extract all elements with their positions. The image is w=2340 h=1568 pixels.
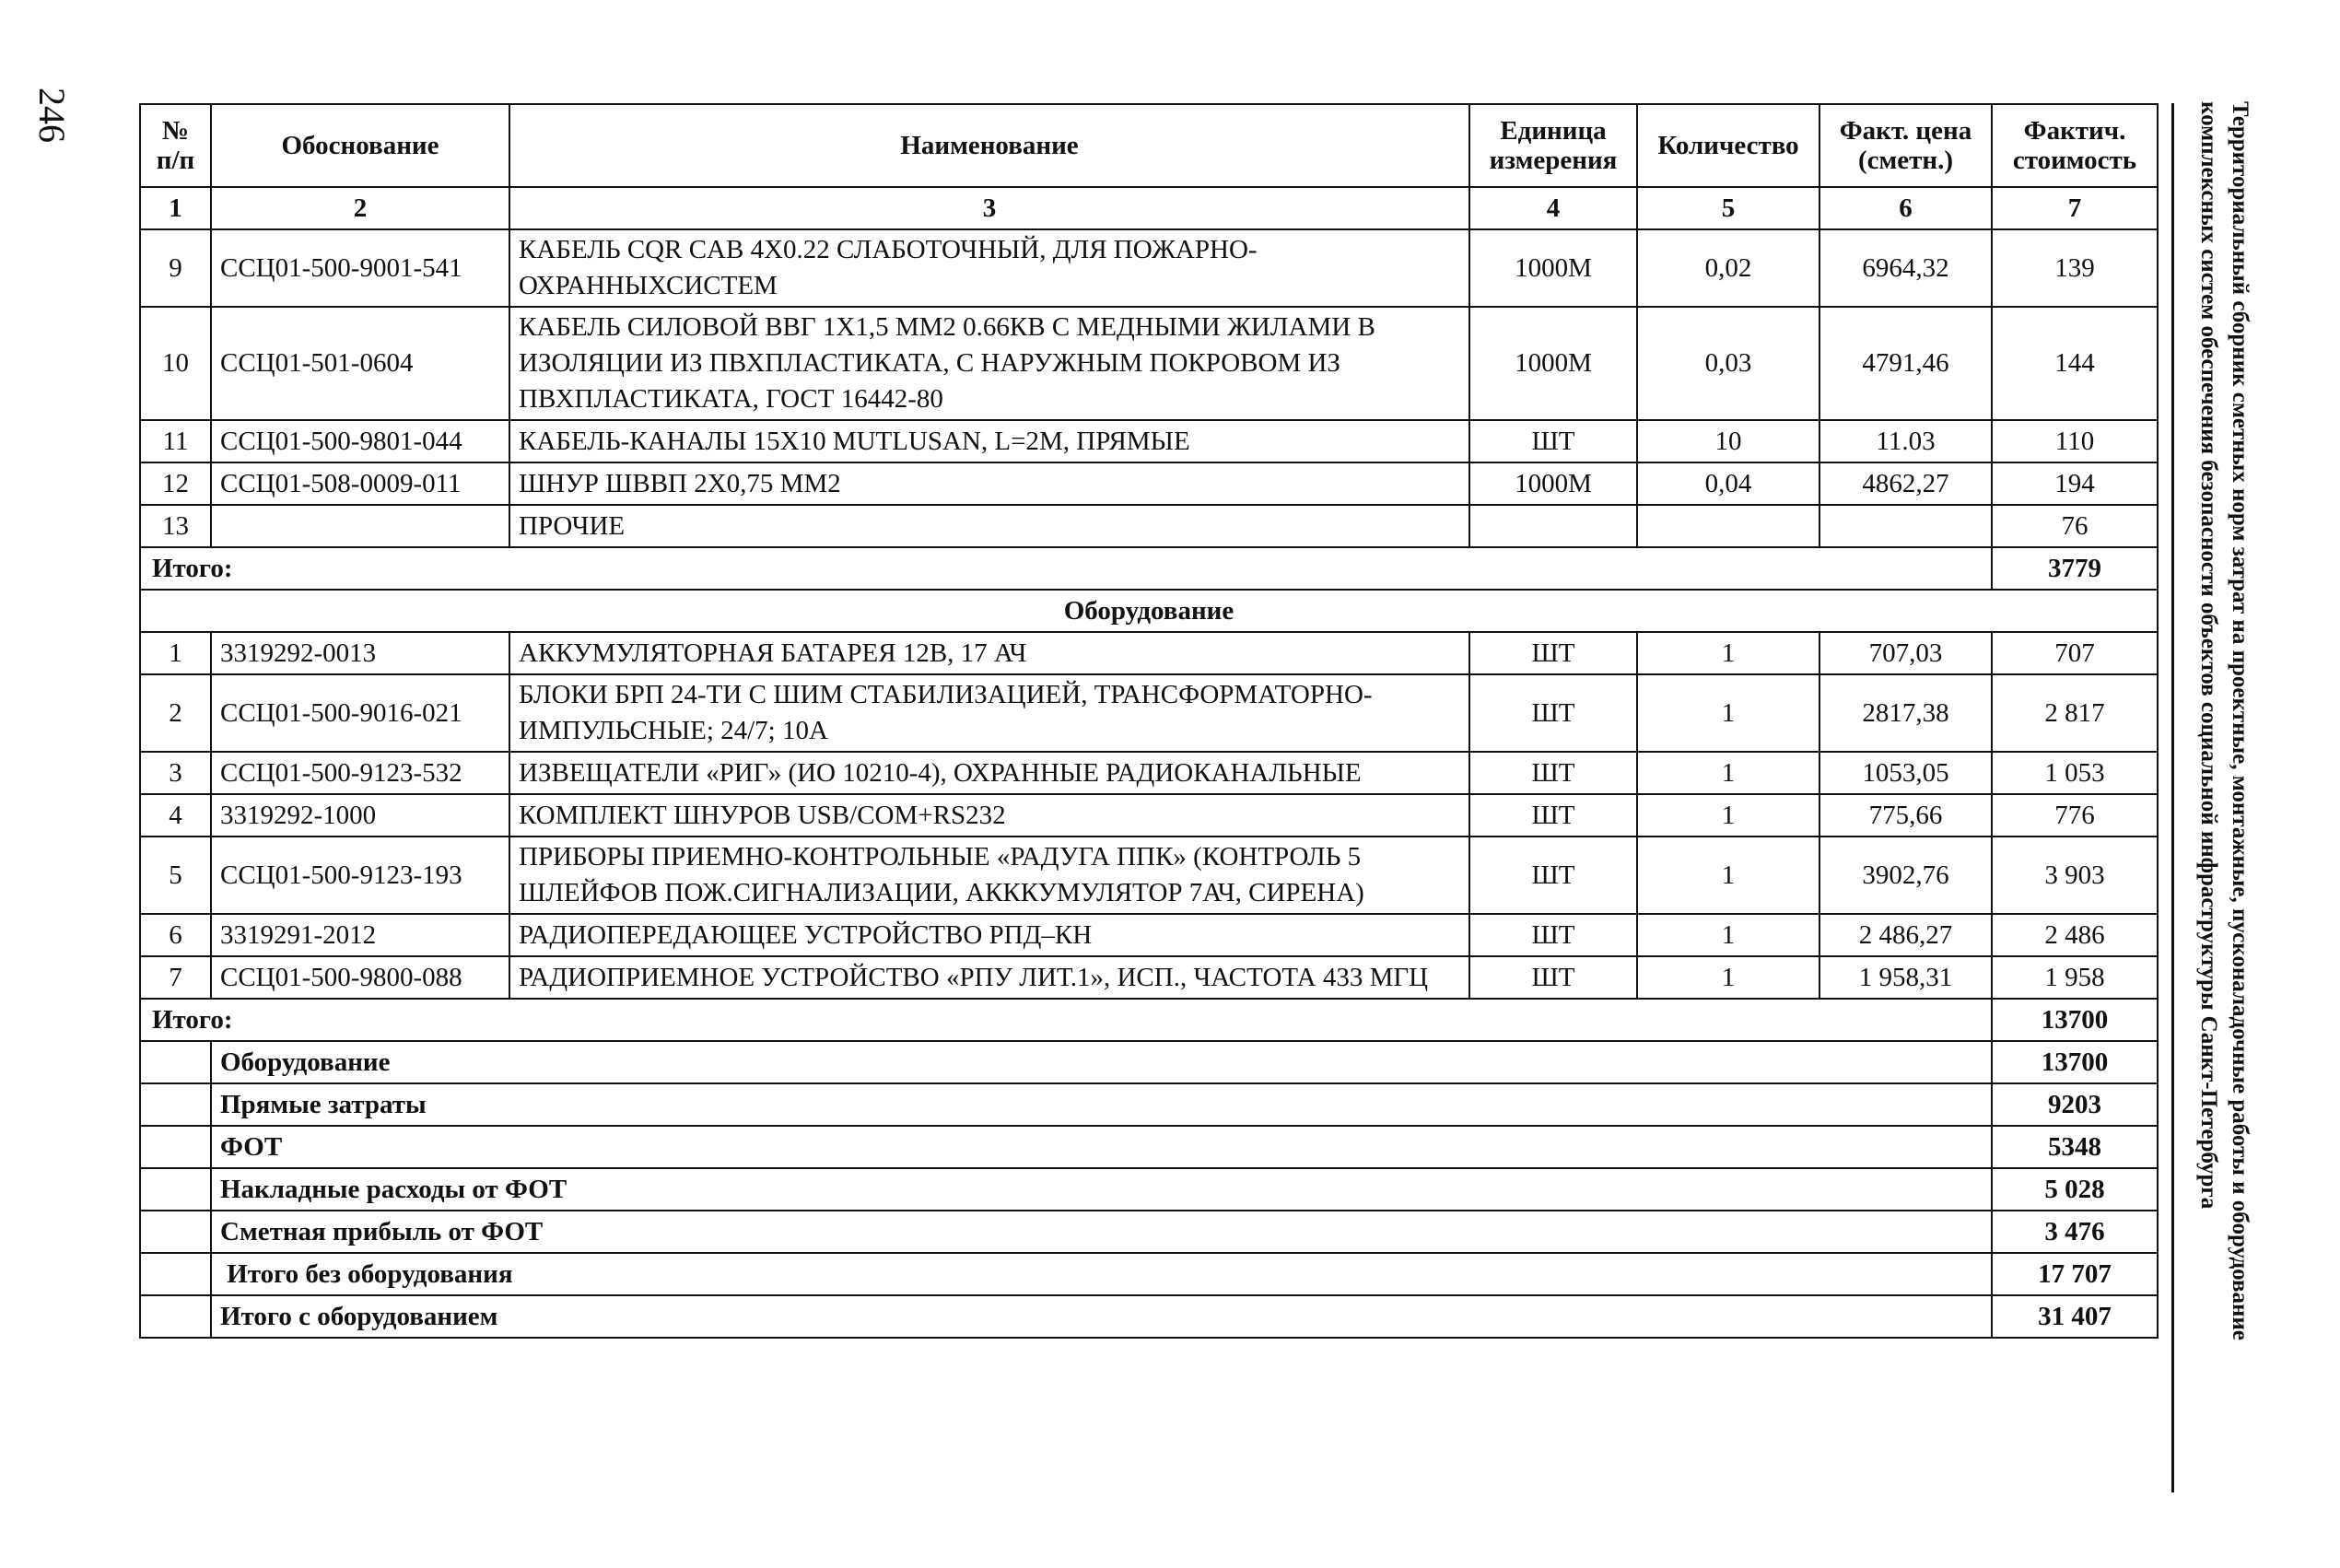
row-name: ИЗВЕЩАТЕЛИ «РИГ» (ИО 10210-4), ОХРАННЫЕ РАДИОКАНАЛЬНЫЕ <box>509 752 1469 794</box>
summary-label: Накладные расходы от ФОТ <box>211 1168 1992 1211</box>
row-unit: ШТ <box>1469 752 1637 794</box>
summary-value: 5348 <box>1992 1126 2158 1168</box>
row-qty: 1 <box>1637 956 1819 999</box>
section-row <box>140 590 2158 632</box>
row-qty: 1 <box>1637 632 1819 674</box>
row-price: 2817,38 <box>1819 674 1992 752</box>
header-unit: Единица измерения <box>1469 104 1637 187</box>
row-price: 6964,32 <box>1819 229 1992 307</box>
summary-value: 5 028 <box>1992 1168 2158 1211</box>
row-num: 1 <box>140 632 211 674</box>
row-num: 13 <box>140 505 211 547</box>
table-row <box>140 956 2158 999</box>
row-price: 1 958,31 <box>1819 956 1992 999</box>
row-qty: 1 <box>1637 794 1819 837</box>
row-basis: ССЦ01-501-0604 <box>211 307 509 420</box>
column-number: 7 <box>1992 187 2158 229</box>
row-cost: 1 053 <box>1992 752 2158 794</box>
row-name: КОМПЛЕКТ ШНУРОВ USB/COM+RS232 <box>509 794 1469 837</box>
row-basis: 3319292-0013 <box>211 632 509 674</box>
row-name: КАБЕЛЬ СИЛОВОЙ ВВГ 1X1,5 ММ2 0.66КВ С МЕДНЫМИ ЖИЛАМИ В ИЗОЛЯЦИИ ИЗ ПВХПЛАСТИКАТА, С НАРУЖНЫМ ПОКРОВОМ ИЗ ПВХПЛАСТИКАТА, ГОСТ 16442-80 <box>509 307 1469 420</box>
row-cost: 707 <box>1992 632 2158 674</box>
row-price: 707,03 <box>1819 632 1992 674</box>
row-cost: 76 <box>1992 505 2158 547</box>
total-value: 13700 <box>1992 999 2158 1041</box>
summary-value: 3 476 <box>1992 1211 2158 1253</box>
summary-label: ФОТ <box>211 1126 1992 1168</box>
row-price: 4862,27 <box>1819 462 1992 505</box>
row-name: РАДИОПЕРЕДАЮЩЕЕ УСТРОЙСТВО РПД–КН <box>509 914 1469 956</box>
row-unit <box>1469 505 1637 547</box>
row-basis: ССЦ01-500-9123-193 <box>211 837 509 914</box>
summary-label: Прямые затраты <box>211 1083 1992 1126</box>
total-label: Итого: <box>140 999 1992 1041</box>
row-unit: ШТ <box>1469 632 1637 674</box>
row-price: 1053,05 <box>1819 752 1992 794</box>
row-cost: 110 <box>1992 420 2158 462</box>
row-basis: 3319291-2012 <box>211 914 509 956</box>
row-num: 3 <box>140 752 211 794</box>
materials-total-row <box>140 547 2158 590</box>
row-unit: ШТ <box>1469 956 1637 999</box>
header-row <box>140 104 2158 187</box>
row-num: 4 <box>140 794 211 837</box>
summary-row <box>140 1253 2158 1295</box>
summary-spacer <box>140 1041 211 1083</box>
summary-row <box>140 1041 2158 1083</box>
row-qty: 1 <box>1637 752 1819 794</box>
column-number: 3 <box>509 187 1469 229</box>
column-number: 1 <box>140 187 211 229</box>
row-basis: ССЦ01-500-9016-021 <box>211 674 509 752</box>
column-number: 6 <box>1819 187 1992 229</box>
summary-value: 9203 <box>1992 1083 2158 1126</box>
row-num: 11 <box>140 420 211 462</box>
row-unit: ШТ <box>1469 914 1637 956</box>
side-rule <box>2171 103 2174 1492</box>
row-qty: 0,02 <box>1637 229 1819 307</box>
summary-label: Оборудование <box>211 1041 1992 1083</box>
page-number: 246 <box>31 88 73 143</box>
table-row <box>140 229 2158 307</box>
summary-value: 31 407 <box>1992 1295 2158 1338</box>
row-unit: ШТ <box>1469 420 1637 462</box>
header-name: Наименование <box>509 104 1469 187</box>
summary-row <box>140 1083 2158 1126</box>
summary-row <box>140 1295 2158 1338</box>
table-row <box>140 505 2158 547</box>
row-qty: 0,04 <box>1637 462 1819 505</box>
row-num: 5 <box>140 837 211 914</box>
row-qty: 1 <box>1637 837 1819 914</box>
summary-value: 13700 <box>1992 1041 2158 1083</box>
row-num: 2 <box>140 674 211 752</box>
row-cost: 2 817 <box>1992 674 2158 752</box>
row-name: АККУМУЛЯТОРНАЯ БАТАРЕЯ 12В, 17 АЧ <box>509 632 1469 674</box>
row-name: РАДИОПРИЕМНОЕ УСТРОЙСТВО «РПУ ЛИТ.1», ИСП., ЧАСТОТА 433 МГЦ <box>509 956 1469 999</box>
column-number: 5 <box>1637 187 1819 229</box>
summary-label: Сметная прибыль от ФОТ <box>211 1211 1992 1253</box>
header-price: Факт. цена (сметн.) <box>1819 104 1992 187</box>
row-unit: 1000М <box>1469 307 1637 420</box>
row-num: 10 <box>140 307 211 420</box>
row-basis: ССЦ01-500-9800-088 <box>211 956 509 999</box>
row-cost: 194 <box>1992 462 2158 505</box>
table-row <box>140 674 2158 752</box>
side-header: Территориальный сборник сметных норм затрат на проектные, монтажные, пусконаладочные работы и оборудование комплексных систем обеспечения безопасности объектов социальной инфраструктуры Санкт-Петербурга <box>2196 101 2252 1340</box>
summary-value: 17 707 <box>1992 1253 2158 1295</box>
row-qty: 0,03 <box>1637 307 1819 420</box>
table-row <box>140 420 2158 462</box>
estimate-table <box>139 103 2159 1339</box>
row-name: КАБЕЛЬ CQR CAB 4X0.22 СЛАБОТОЧНЫЙ, ДЛЯ ПОЖАРНО-ОХРАННЫХСИСТЕМ <box>509 229 1469 307</box>
summary-label: Итого с оборудованием <box>211 1295 1992 1338</box>
summary-row <box>140 1211 2158 1253</box>
row-name: ШНУР ШВВП 2Х0,75 ММ2 <box>509 462 1469 505</box>
summary-spacer <box>140 1126 211 1168</box>
total-value: 3779 <box>1992 547 2158 590</box>
summary-row <box>140 1126 2158 1168</box>
row-num: 9 <box>140 229 211 307</box>
row-basis <box>211 505 509 547</box>
column-number-row <box>140 187 2158 229</box>
row-num: 6 <box>140 914 211 956</box>
row-price: 4791,46 <box>1819 307 1992 420</box>
row-qty: 1 <box>1637 914 1819 956</box>
row-basis: ССЦ01-500-9001-541 <box>211 229 509 307</box>
row-unit: 1000М <box>1469 462 1637 505</box>
row-cost: 2 486 <box>1992 914 2158 956</box>
row-cost: 139 <box>1992 229 2158 307</box>
table-row <box>140 632 2158 674</box>
row-qty <box>1637 505 1819 547</box>
row-basis: 3319292-1000 <box>211 794 509 837</box>
row-price: 2 486,27 <box>1819 914 1992 956</box>
row-num: 12 <box>140 462 211 505</box>
equipment-total-row <box>140 999 2158 1041</box>
summary-spacer <box>140 1253 211 1295</box>
row-cost: 776 <box>1992 794 2158 837</box>
column-number: 2 <box>211 187 509 229</box>
header-cost: Фактич. стоимость <box>1992 104 2158 187</box>
row-name: КАБЕЛЬ-КАНАЛЫ 15X10 MUTLUSAN, L=2M, ПРЯМЫЕ <box>509 420 1469 462</box>
section-title: Оборудование <box>140 590 2158 632</box>
summary-label: Итого без оборудования <box>211 1253 1992 1295</box>
summary-spacer <box>140 1168 211 1211</box>
table-row <box>140 307 2158 420</box>
table-row <box>140 914 2158 956</box>
row-name: ПРОЧИЕ <box>509 505 1469 547</box>
row-unit: ШТ <box>1469 837 1637 914</box>
row-basis: ССЦ01-508-0009-011 <box>211 462 509 505</box>
summary-spacer <box>140 1083 211 1126</box>
row-num: 7 <box>140 956 211 999</box>
row-qty: 10 <box>1637 420 1819 462</box>
row-price: 11.03 <box>1819 420 1992 462</box>
row-price: 775,66 <box>1819 794 1992 837</box>
summary-row <box>140 1168 2158 1211</box>
row-cost: 3 903 <box>1992 837 2158 914</box>
table-row <box>140 462 2158 505</box>
row-unit: 1000М <box>1469 229 1637 307</box>
row-name: БЛОКИ БРП 24-ТИ С ШИМ СТАБИЛИЗАЦИЕЙ, ТРАНСФОРМАТОРНО-ИМПУЛЬСНЫЕ; 24/7; 10А <box>509 674 1469 752</box>
row-basis: ССЦ01-500-9123-532 <box>211 752 509 794</box>
table-row <box>140 752 2158 794</box>
row-cost: 144 <box>1992 307 2158 420</box>
row-basis: ССЦ01-500-9801-044 <box>211 420 509 462</box>
table-row <box>140 794 2158 837</box>
row-name: ПРИБОРЫ ПРИЕМНО-КОНТРОЛЬНЫЕ «РАДУГА ППК» (КОНТРОЛЬ 5 ШЛЕЙФОВ ПОЖ.СИГНАЛИЗАЦИИ, АКККУМУЛЯТОР 7АЧ, СИРЕНА) <box>509 837 1469 914</box>
table-row <box>140 837 2158 914</box>
column-number: 4 <box>1469 187 1637 229</box>
row-unit: ШТ <box>1469 794 1637 837</box>
row-price <box>1819 505 1992 547</box>
row-qty: 1 <box>1637 674 1819 752</box>
row-unit: ШТ <box>1469 674 1637 752</box>
summary-spacer <box>140 1211 211 1253</box>
row-price: 3902,76 <box>1819 837 1992 914</box>
header-basis: Обоснование <box>211 104 509 187</box>
total-label: Итого: <box>140 547 1992 590</box>
header-num: № п/п <box>140 104 211 187</box>
summary-spacer <box>140 1295 211 1338</box>
row-cost: 1 958 <box>1992 956 2158 999</box>
header-qty: Количество <box>1637 104 1819 187</box>
